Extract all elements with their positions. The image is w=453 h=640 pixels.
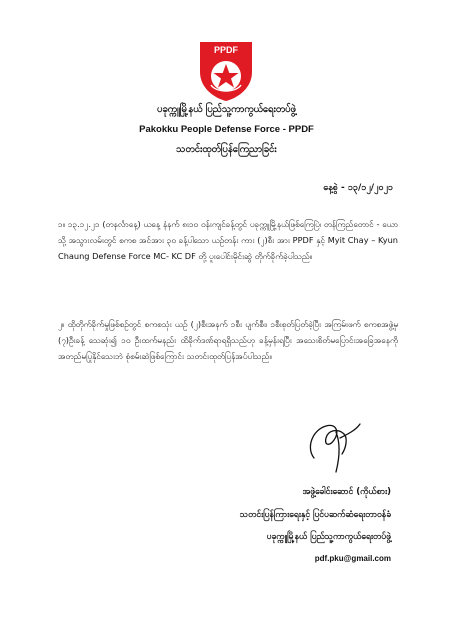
signatory-department: သတင်းပြန်ကြားရေးနှင့် ပြင်ပဆက်ဆံရေးတာဝန်ခံ [239,510,391,520]
org-name-myanmar: ပခုက္ကူမြို့နယ် ပြည်သူ့ကာကွယ်ရေးတပ်ဖွဲ့ [157,104,296,115]
document-type: သတင်းထုတ်ပြန်ကြေညာခြင်း [176,144,277,155]
date-line: နေ့စွဲ - ၁၃/၁၂/၂၀၂၁ [323,183,393,193]
signatory-title: အဖွဲ့ခေါင်းဆောင် (ကိုယ်စား) [302,487,391,497]
signatory-organization: ပခုက္ကူမြို့နယ် ပြည်သူ့ကာကွယ်ရေးတပ်ဖွဲ့ [266,532,391,542]
paragraph-1: ၁။ ၁၃.၁၂.၂၁ (တနင်္လာနေ့) ယနေ့ နံနက် ၈း၁၀ ဝန်းကျင်ခန့်တွင် ပခုက္ကူမြို့နယ်ဖြစ်ကြေပြဲ၊ တန်ကြည်တောင် - ယောသို့ အသွားလမ်းတွင် စကစ အင်အား ၃၀ ခန့်ပါသော ယဉ်တန်း ကား (၂)စီး အား PPDF နှင့် Myit Chay – Kyun Chaung Defense Force MC- KC DF တို့ ပူးပေါင်းမိုင်းဆွဲ တိုက်ခိုက်ခဲ့ပါသည်။ [58,219,398,261]
ppdf-shield-logo [196,38,256,102]
logo-text: PPDF [213,45,239,55]
contact-email: pdf.pku@gmail.com [314,554,391,563]
org-name-english: Pakokku People Defense Force - PPDF [139,124,314,135]
handwritten-signature [300,418,364,476]
paragraph-2: ၂။ ထိုတိုက်ခိုက်မှုဖြစ်စဉ်တွင် စကစသုံး ယဉ် (၂)စီးအနက် ၁စီး ပျက်စီး၊ ၁စီးစုတ်ပြတ်ခဲ့ပြီး အကြမ်းဖက် စကစအဖွဲ့မှ (၇)ဦးခန့် သေဆုံး၍ ၁၀ ဦးထက်မနည်း ထိခိုက်ဒဏ်ရာရရှိသည်ဟု ခန့်မှန်းရပြီး အသေးစိတ်မပြောင်းအခြေအနေကို အတည်မပြုနိုင်သေးဘဲ စုံစမ်းဆဲဖြစ်ကြောင်း သတင်းထုတ်ပြန်အပ်ပါသည်။ [58,319,398,361]
